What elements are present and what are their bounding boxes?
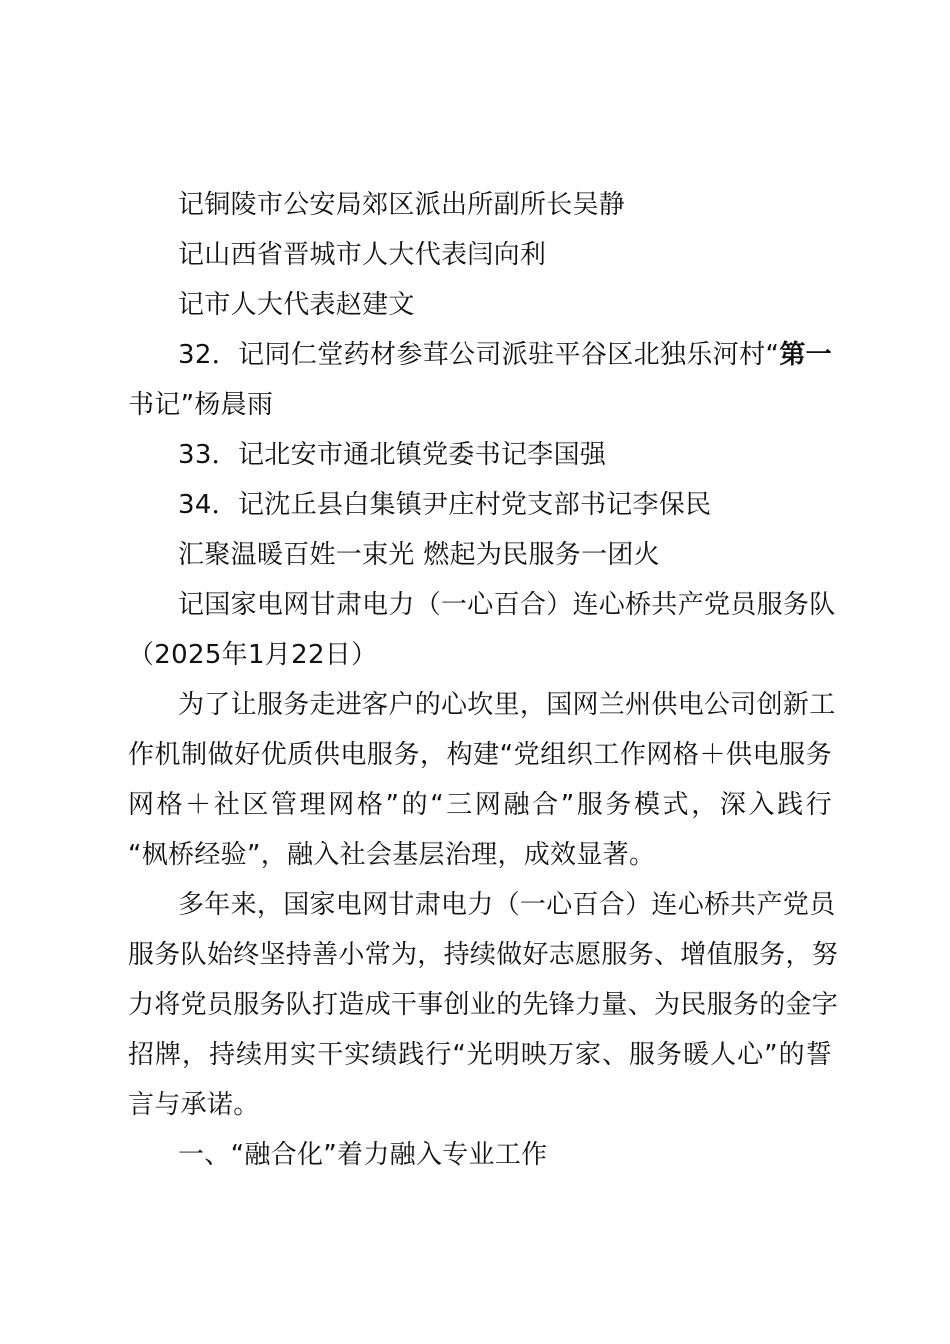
section-heading: 一、“融合化”着力融入专业工作 [178,1140,548,1170]
text-line: 记山西省晋城市人大代表闫向利 [178,240,547,270]
text-line: 书记”杨晨雨 [128,390,274,420]
bold-text-span: 第一 [779,340,832,370]
paragraph-line: 力将党员服务队打造成干事创业的先锋力量、为民服务的金字 [128,990,839,1020]
paragraph-line: “枫桥经验”，融入社会基层治理，成效显著。 [128,840,656,870]
section-heading: 汇聚温暖百姓一束光 燃起为民服务一团火 [178,540,660,570]
subheading-line: 记国家电网甘肃电力（一心百合）连心桥共产党员服务队 [178,590,836,620]
paragraph-line: 为了让服务走进客户的心坎里，国网兰州供电公司创新工 [178,690,836,720]
text-line: 记铜陵市公安局郊区派出所副所长吴静 [178,190,626,220]
paragraph-line: 作机制做好优质供电服务，构建“党组织工作网格＋供电服务 [128,740,832,770]
text-line: 34．记沈丘县白集镇尹庄村党支部书记李保民 [178,490,712,520]
paragraph-line: 言与承诺。 [128,1090,260,1120]
paragraph-line: 网格＋社区管理网格”的“三网融合”服务模式，深入践行 [128,790,832,820]
paragraph-line: 多年来，国家电网甘肃电力（一心百合）连心桥共产党员 [178,890,836,920]
text-line: 记市人大代表赵建文 [178,290,415,320]
text-line: 33．记北安市通北镇党委书记李国强 [178,440,607,470]
paragraph-line: 服务队始终坚持善小常为，持续做好志愿服务、增值服务，努 [128,940,839,970]
date-line: （2025年1月22日） [128,640,378,670]
text-span: 32．记同仁堂药材参茸公司派驻平谷区北独乐河村“ [178,340,780,370]
paragraph-line: 招牌，持续用实干实绩践行“光明映万家、服务暖人心”的誓 [128,1040,832,1070]
text-line [178,340,832,370]
